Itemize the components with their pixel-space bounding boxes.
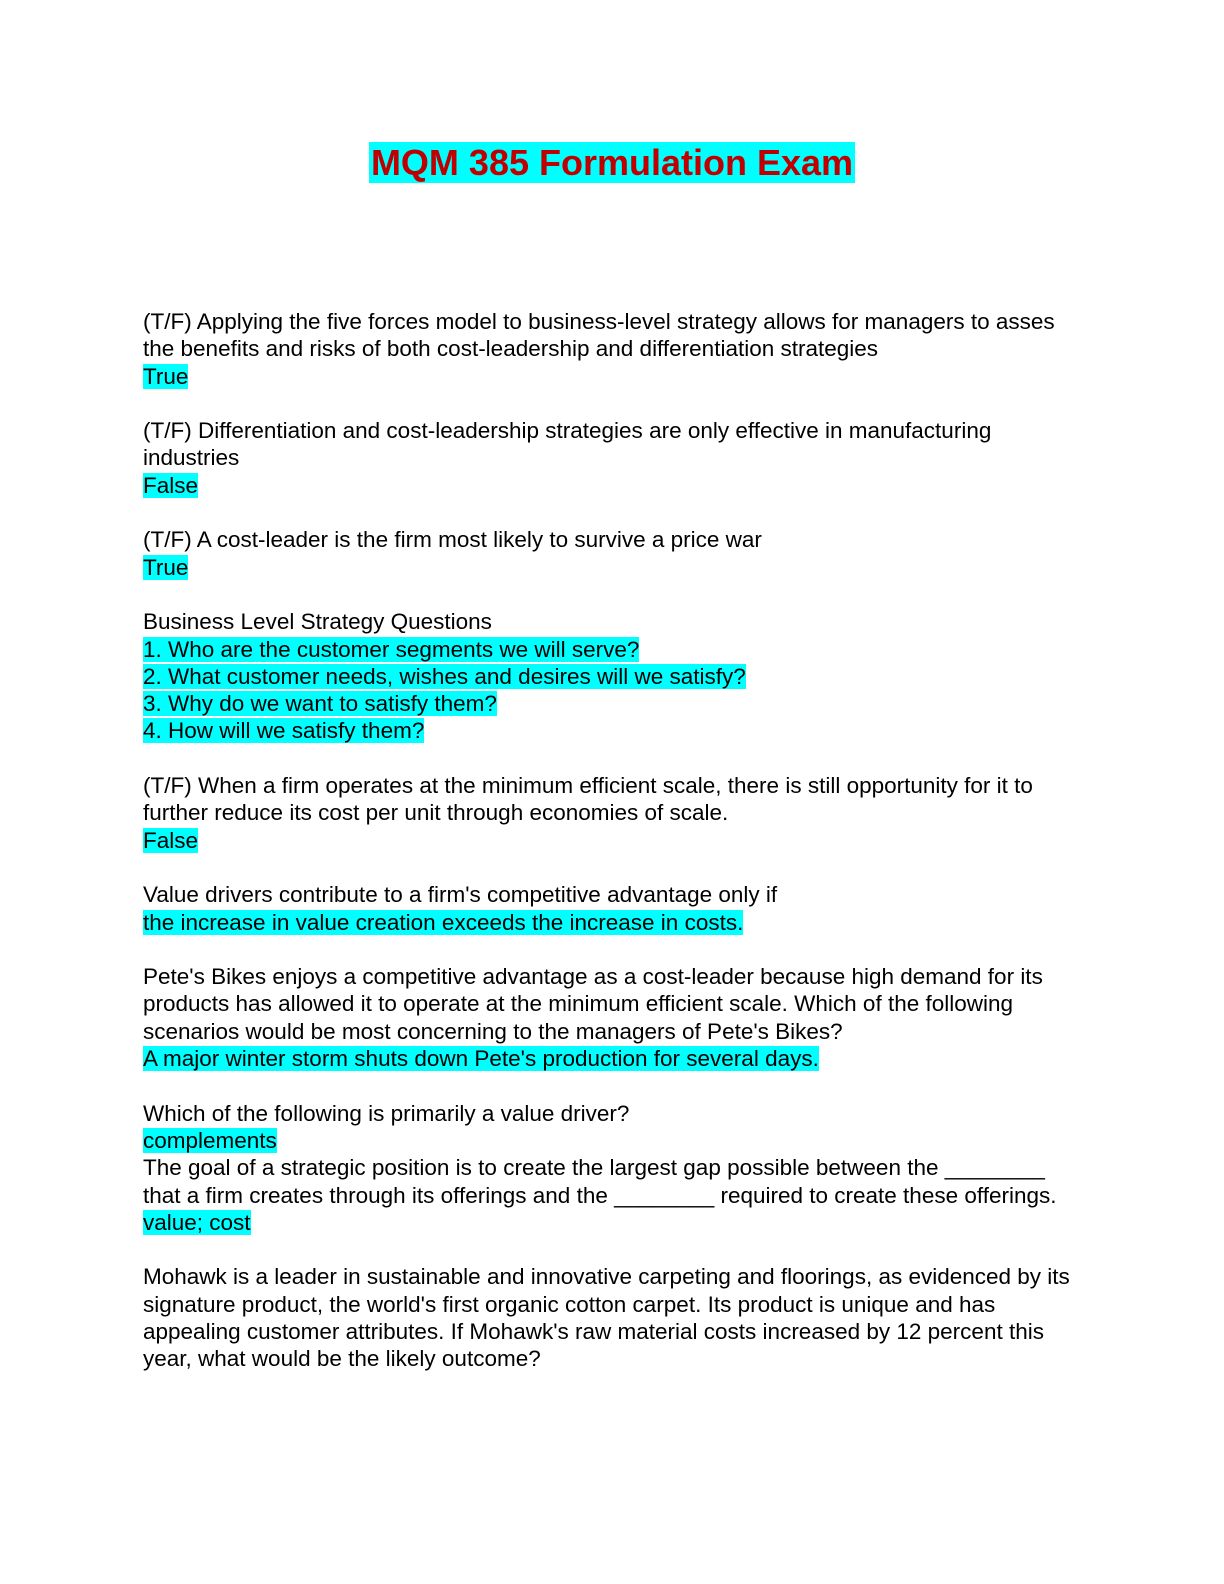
question-text: Mohawk is a leader in sustainable and innovative carpeting and floorings, as evidenced by its signature product, the world's first organic cotton carpet. Its product is unique and has appealing customer attributes. If Mohawk's raw material costs increased by 12 percent this year, what would be the likely outcome? xyxy=(143,1264,1070,1372)
list-item: 4. How will we satisfy them? xyxy=(143,718,425,744)
answer-highlight: value; cost xyxy=(143,1209,251,1235)
question-text: (T/F) When a firm operates at the minimum efficient scale, there is still opportunity for it to further reduce its cost per unit through economies of scale. xyxy=(143,773,1033,826)
answer-highlight: complements xyxy=(143,1127,277,1153)
question-block-3 xyxy=(143,526,1073,581)
question-text: The goal of a strategic position is to create the largest gap possible between the ________ that a firm creates through its offerings and the ________ required to create these offerings. xyxy=(143,1155,1057,1208)
answer-highlight: A major winter storm shuts down Pete's production for several days. xyxy=(143,1046,819,1072)
answer-highlight: True xyxy=(143,363,189,389)
answer-highlight: False xyxy=(143,827,199,853)
question-block-6 xyxy=(143,963,1073,1072)
question-text: Pete's Bikes enjoys a competitive advantage as a cost-leader because high demand for its products has allowed it to operate at the minimum efficient scale. Which of the following scenarios would be most concerning to the managers of Pete's Bikes? xyxy=(143,964,1043,1044)
question-text: Value drivers contribute to a firm's competitive advantage only if xyxy=(143,882,778,908)
list-item: 3. Why do we want to satisfy them? xyxy=(143,691,497,717)
section-heading: Business Level Strategy Questions xyxy=(143,609,492,635)
question-block-9 xyxy=(143,1263,1073,1372)
question-block-8 xyxy=(143,1154,1073,1236)
page-title-text: MQM 385 Formulation Exam xyxy=(370,142,854,183)
question-block-2 xyxy=(143,417,1073,499)
question-block-5 xyxy=(143,881,1073,936)
list-item: 1. Who are the customer segments we will serve? xyxy=(143,636,640,662)
page-title xyxy=(0,141,1224,185)
question-text: Which of the following is primarily a value driver? xyxy=(143,1100,630,1126)
question-block-4 xyxy=(143,772,1073,854)
business-level-strategy-block xyxy=(143,608,1073,744)
question-text: (T/F) A cost-leader is the firm most likely to survive a price war xyxy=(143,527,762,553)
answer-highlight: True xyxy=(143,554,189,580)
question-text: (T/F) Applying the five forces model to business-level strategy allows for managers to asses the benefits and risks of both cost-leadership and differentiation strategies xyxy=(143,309,1055,362)
list-item: 2. What customer needs, wishes and desires will we satisfy? xyxy=(143,663,746,689)
question-text: (T/F) Differentiation and cost-leadership strategies are only effective in manufacturing industries xyxy=(143,418,992,471)
question-block-1 xyxy=(143,308,1073,390)
question-block-7 xyxy=(143,1100,1073,1155)
answer-highlight: the increase in value creation exceeds the increase in costs. xyxy=(143,909,744,935)
answer-highlight: False xyxy=(143,472,199,498)
exam-content xyxy=(143,308,1073,1400)
